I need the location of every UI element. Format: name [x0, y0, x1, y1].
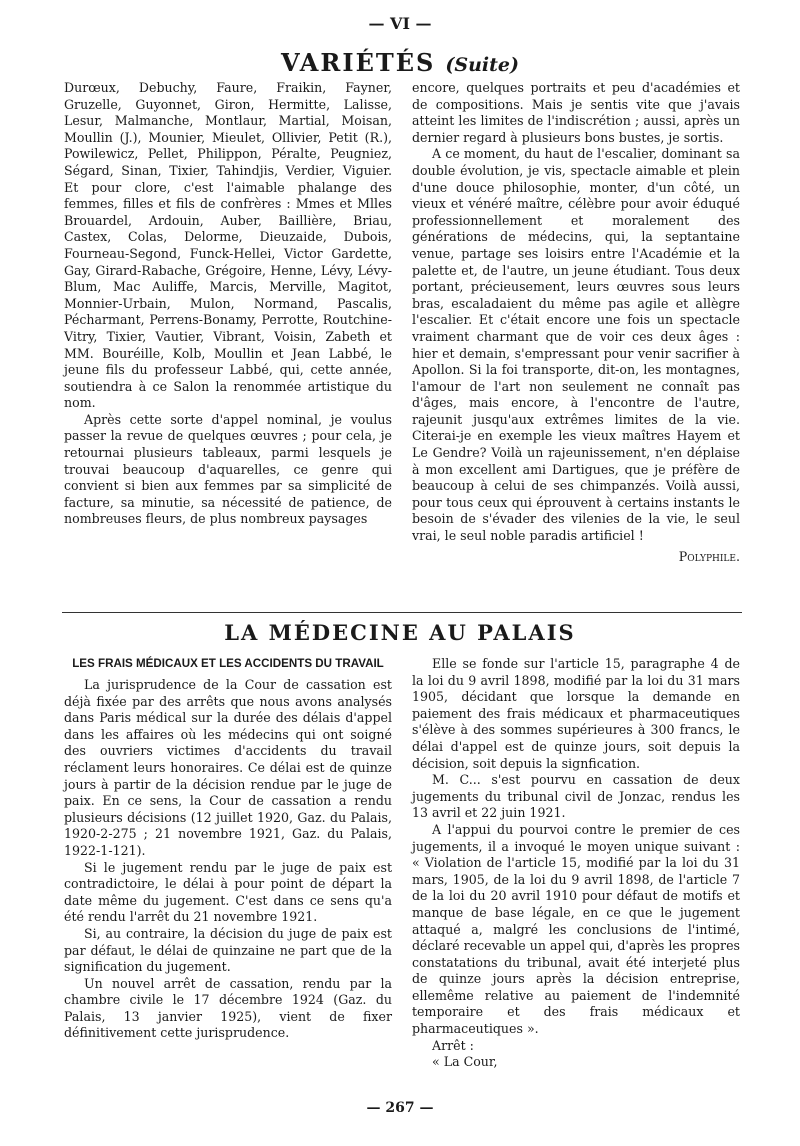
article-paragraph: Arrêt : — [432, 1037, 474, 1053]
article-paragraph: Si le jugement rendu par le juge de paix est contradictoire, le délai à pour point de départ la date même du jugement. C'est dans ce sens qu'a été rendu l'arrêt du 21 novembre 1921. — [64, 859, 392, 925]
section-title — [0, 48, 800, 77]
section-divider — [62, 612, 742, 613]
medecine-column-right — [412, 656, 740, 1071]
varietes-paragraph: encore, quelques portraits et peu d'académies et de compositions. Mais je sentis vite que j'avais atteint les limites de l'indiscrétion ; aussi, après un dernier regard à plusieurs bons bustes, je sortis. — [412, 80, 740, 145]
running-head: — VI — — [368, 14, 432, 33]
article-paragraph: « La Cour, — [432, 1054, 498, 1070]
author-signature: Polyphile. — [678, 548, 740, 564]
article-paragraph: M. C... s'est pourvu en cassation de deux jugements du tribunal civil de Jonzac, rendus les 13 avril et 22 juin 1921. — [412, 772, 740, 821]
varietes-paragraph: A ce moment, du haut de l'escalier, dominant sa double évolution, je vis, spectacle aimable et plein d'une douce philosophie, monter, d'un côté, un vieux et vénéré maître, célèbre pour avoir éduqué professionnellement et moralement des générations de médecins, qui, la septantaine venue, partage ses loisirs entre l'Académie et la palette et, de l'autre, un jeune étudiant. Tous deux portant, précieusement, leurs œuvres sous leurs bras, escaladaient du même pas agile et allègre l'escalier. Et c'était encore une fois un spectacle vraiment charmant que de voir ces deux âges : hier et demain, s'empressant pour venir sacrifier à Apollon. Si la foi transporte, dit-on, les montagnes, l'amour de l'art non seulement ne connaît pas d'âges, mais encore, à l'encontre de l'autre, rajeunit jusqu'aux extrêmes limites de la vie. Citerai-je en exemple les vieux maîtres Hayem et Le Gendre? Voilà un rajeunissement, n'en déplaise à mon excellent ami Dartigues, que je préfère de beaucoup à celui de ses chimpanzés. Voilà aussi, pour tous ceux qui éprouvent à certains instants le besoin de s'évader des vilenies de la vie, le seul vrai, le seul noble paradis artificiel ! — [412, 146, 740, 544]
medecine-column-left — [64, 656, 392, 1042]
article-paragraph: Un nouvel arrêt de cassation, rendu par la chambre civile le 17 décembre 1924 (Gaz. du Palais, 13 janvier 1925), vient de fixer définitivement cette jurisprudence. — [64, 975, 392, 1041]
page-number: — 267 — — [366, 1100, 434, 1116]
article-paragraph: A l'appui du pourvoi contre le premier de ces jugements, il a invoqué le moyen unique suivant : « Violation de l'article 15, modifié par la loi du 31 mars, 1905, de la loi du 9 avril 1898, de l'article 7 de la loi du 20 avril 1910 pour défaut de motifs et manque de base légale, en ce que le jugement attaqué a, malgré les conclusions de l'intimé, déclaré recevable un appel qui, d'après les propres constatations du tribunal, avait été interjeté plus de quinze jours après la décision entreprise, ellemême relative au paiement de l'indemnité temporaire et des frais médicaux et pharmaceutiques ». — [412, 821, 740, 1037]
article-paragraph: La jurisprudence de la Cour de cassation est déjà fixée par des arrêts que nous avons analysés dans Paris médical sur la durée des délais d'appel dans les affaires où les médecins qui ont soigné des ouvriers victimes d'accidents du travail réclament leurs honoraires. Ce délai est de quinze jours à partir de la décision rendue par le juge de paix. En ce sens, la Cour de cassation a rendu plusieurs décisions (12 juillet 1920, Gaz. du Palais, 1920-2-275 ; 21 novembre 1921, Gaz. du Palais, 1922-1-121). — [64, 677, 392, 858]
varietes-paragraph: Durœux, Debuchy, Faure, Fraikin, Fayner, Gruzelle, Guyonnet, Giron, Hermitte, Lalisse, Lesur, Malmanche, Montlaur, Martial, Moisan, Moullin (J.), Mounier, Mieulet, Ollivier, Petit (R.), Powilewicz, Pellet, Philippon, Péralte, Peugniez, Ségard, Sinan, Tixier, Tahindjis, Verdier, Viguier. Et pour clore, c'est l'aimable phalange des femmes, filles et fils de confrères : Mmes et Mlles Brouardel, Ardouin, Auber, Baillière, Briau, Castex, Colas, Delorme, Dieuzaide, Dubois, Fourneau-Segond, Funck-Hellei, Victor Gardette, Gay, Girard-Rabache, Grégoire, Henne, Lévy, Lévy-Blum, Mac Auliffe, Marcis, Merville, Magitot, Monnier-Urbain, Mulon, Normand, Pascalis, Pécharmant, Perrens-Bonamy, Perrotte, Routchine-Vitry, Tixier, Vautier, Vibrant, Voisin, Zabeth et MM. Bouréille, Kolb, Moullin et Jean Labbé, le jeune fils du professeur Labbé, qui, cette année, soutiendra à ce Salon la renommée artistique du nom. — [64, 80, 392, 411]
section-title-suffix: (Suite) — [445, 54, 519, 76]
article-paragraph: Elle se fonde sur l'article 15, paragraphe 4 de la loi du 9 avril 1898, modifié par la loi du 31 mars 1905, décidant que lorsque la demande en paiement des frais médicaux et pharmaceutiques s'élève à des sommes supérieures à 300 francs, le délai d'appel est de quinze jours, soit depuis la décision, soit depuis la signfication. — [412, 656, 740, 771]
varietes-paragraph: Après cette sorte d'appel nominal, je voulus passer la revue de quelques œuvres ; pour cela, je retournai plusieurs tableaux, parmi lesquels je trouvai beaucoup d'aquarelles, ce genre qui convient si bien aux femmes par sa simplicité de facture, sa minutie, sa nécessité de patience, de nombreuses fleurs, de plus nombreux paysages — [64, 411, 392, 527]
varietes-column-right — [412, 80, 740, 565]
section-title-text: VARIÉTÉS — [281, 48, 436, 77]
article-title: LA MÉDECINE AU PALAIS — [224, 620, 576, 645]
varietes-column-left — [64, 80, 392, 528]
article-paragraph: Si, au contraire, la décision du juge de paix est par défaut, le délai de quinzaine ne part que de la signification du jugement. — [64, 925, 392, 975]
article-subheading: LES FRAIS MÉDICAUX ET LES ACCIDENTS DU TRAVAIL — [72, 657, 384, 670]
